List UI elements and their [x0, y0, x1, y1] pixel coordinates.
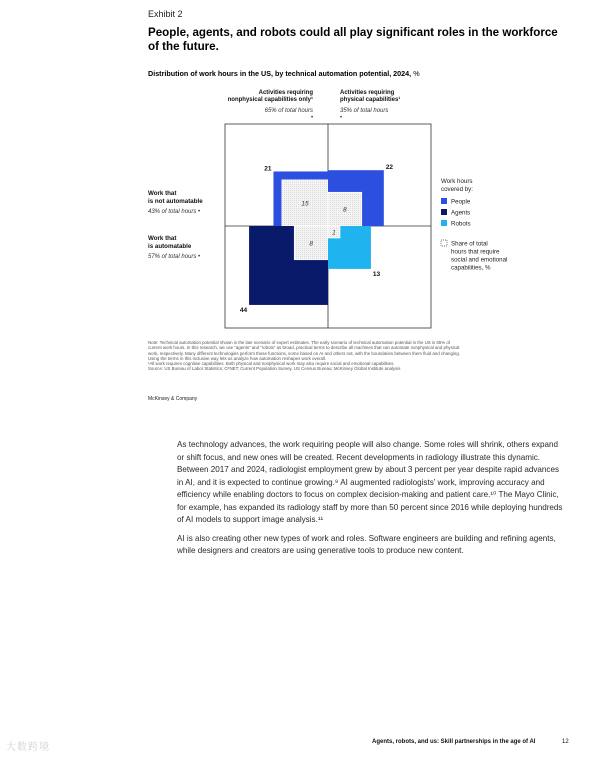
column-pointer: • [310, 115, 314, 121]
total-value-label: 44 [239, 306, 248, 314]
legend-label-people: People [451, 198, 471, 206]
paragraph: As technology advances, the work requiring people will also change. Some roles will shrink, others expand or shift focus, and new ones will be created. Recent developments in radiology illustrate this dynamic. Between 2017 and 2024, radiologist employment grew by about 3 percent per year despite rapid advances in AI, and it is expected to continue growing.⁹ AI augmented radiologists’ work, improving accuracy and efficiency while enabling doctors to focus on complex decision-making and patient care.¹⁰ The Mayo Clinic, for example, has expanded its radiology staff by more than 50 percent since 2016 while deploying hundreds of AI models to support image analysis.¹¹ [177, 440, 563, 524]
legend-social-share-label: Share of total [451, 240, 488, 248]
legend-swatch-robots [441, 220, 447, 226]
inner-value-label: 1 [332, 229, 336, 237]
column-share-label: 35% of total hours [340, 108, 389, 114]
paragraph: AI is also creating other new types of work and roles. Software engineers are building and refining agents, while designers and creators are using generative tools to produce new content. [177, 533, 556, 555]
exhibit-label: Exhibit 2 [148, 9, 183, 19]
legend-social-share-label: social and emotional [451, 256, 508, 264]
column-header-label: nonphysical capabilities only¹ [227, 97, 313, 103]
row-share-label: 43% of total hours • [148, 209, 201, 215]
row-header-label: Work that [148, 190, 177, 197]
legend-title: covered by: [441, 186, 473, 193]
legend-label-agents: Agents [451, 209, 471, 217]
chart-notes [148, 340, 558, 372]
column-header-label: Activities requiring [340, 90, 395, 96]
note-line: Using the terms in this inclusive way lets us analyze how automation reshapes work overall. [148, 355, 327, 361]
inner-value-label: 8 [343, 206, 347, 214]
page-number: 12 [562, 739, 569, 745]
row-share-label: 57% of total hours • [148, 254, 201, 260]
note-line: work, respectively. Many different technologies perform these functions, some based on AI and others not, with the boundaries between them fluid and changing. [148, 350, 460, 356]
chart-unit: % [413, 69, 420, 78]
inner-value-label: 15 [301, 200, 309, 208]
legend-swatch-people [441, 198, 447, 204]
legend-swatch-social-share [441, 240, 447, 246]
total-value-label: 21 [264, 165, 272, 173]
chart-title-text: Distribution of work hours in the US, by technical automation potential, 2024, [148, 69, 412, 78]
quadrant-chart [0, 0, 607, 335]
column-header-label: Activities requiring [258, 90, 313, 96]
column-pointer: • [339, 115, 343, 121]
legend-title: Work hours [441, 178, 473, 185]
row-header-label: Work that [148, 235, 177, 242]
article-body [177, 439, 563, 564]
note-line: Note: Technical automation potential shown is the late scenario of expert estimates. The early scenario of technical automation potential in the US is 65% of [148, 340, 450, 345]
source-line: Source: US Bureau of Labor Statistics; O*NET; Current Population Survey, US Census Bureau; McKinsey Global Institute analysis [148, 366, 401, 372]
exhibit-title: People, agents, and robots could all play significant roles in the workforce of the future. [148, 26, 558, 53]
inner-value-label: 8 [309, 240, 313, 248]
footnote-line: ¹All work requires cognitive capabilities. Both physical and nonphysical work may also require social and emotional capabilities. [148, 361, 395, 367]
legend-social-share-label: hours that require [451, 248, 500, 256]
legend-social-share-label: capabilities, % [451, 264, 491, 272]
total-value-label: 22 [385, 164, 394, 172]
legend-swatch-agents [441, 209, 447, 215]
row-header-label: is not automatable [148, 198, 203, 205]
row-header-label: is automatable [148, 243, 192, 250]
total-value-label: 13 [372, 270, 381, 278]
footer-title: Agents, robots, and us: Skill partnerships in the age of AI [372, 739, 536, 745]
legend-label-robots: Robots [451, 220, 471, 228]
column-header-label: physical capabilities¹ [340, 97, 401, 103]
watermark: 大数跨境 [6, 742, 50, 753]
brand-label: McKinsey & Company [148, 396, 198, 402]
column-share-label: 65% of total hours [264, 108, 313, 114]
note-line: current work hours. In this research, we use “agents” and “robots” as broad, practical terms to describe all machines that can automate nonphysical and physical [148, 345, 460, 351]
